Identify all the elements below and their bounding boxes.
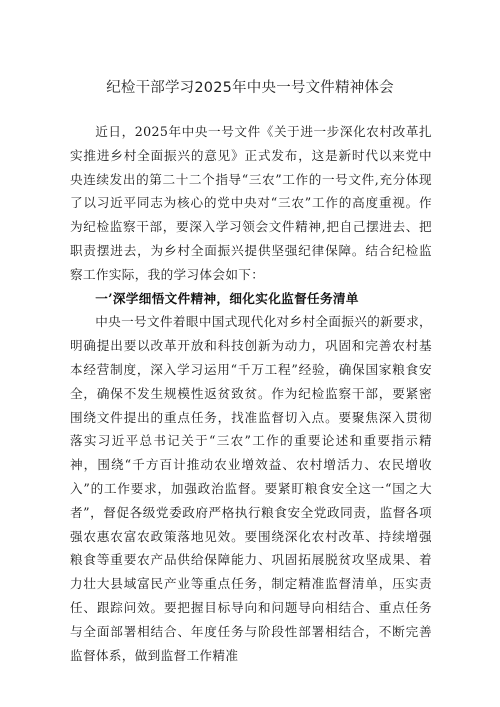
document-body <box>70 120 432 667</box>
intro-paragraph: 近日，2025年中央一号文件《关于进一步深化农村改革扎实推进乡村全面振兴的意见》正式发布，这是新时代以来党中央连续发出的第二十二个指导“三农”工作的一号文件,充分体现了以习近平同志为核心的党中央对“三农”工作的高度重视。作为纪检监察干部，要深入学习领会文件精神,把自己摆进去、把职责摆进去，为乡村全面振兴提供坚强纪律保障。结合纪检监察工作实际，我的学习体会如下： <box>70 124 432 282</box>
section-1-heading: 一’深学细悟文件精神，细化实化监督任务清单 <box>95 290 359 306</box>
section-1-paragraph: 中央一号文件着眼中国式现代化对乡村全面振兴的新要求，明确提出要以改革开放和科技创新为动力，巩固和完善农村基本经营制度，深入学习运用“千万工程”经验，确保国家粮食安全，确保不发生规模性返贫致贫。作为纪检监察干部，要紧密围绕文件提出的重点任务，找准监督切入点。要聚焦深入贯彻落实习近平总书记关于“三农”工作的重要论述和重要指示精神，围绕“千方百计推动农业增效益、农村增活力、农民增收入”的工作要求，加强政治监督。要紧盯粮食安全这一“国之大者”，督促各级党委政府严格执行粮食安全党政同责，监督各项强农惠农富农政策落地见效。要围绕深化农村改革、持续增强粮食等重要农产品供给保障能力、巩固拓展脱贫攻坚成果、着力壮大县域富民产业等重点任务，制定精准监督清单，压实责任、跟踪问效。要把握目标导向和问题导向相结合、重点任务与全面部署相结合、年度任务与阶段性部署相结合，不断完善监督体系，做到监督工作精准 <box>70 314 432 663</box>
document-title: 纪检干部学习2025年中央一号文件精神体会 <box>106 80 394 96</box>
